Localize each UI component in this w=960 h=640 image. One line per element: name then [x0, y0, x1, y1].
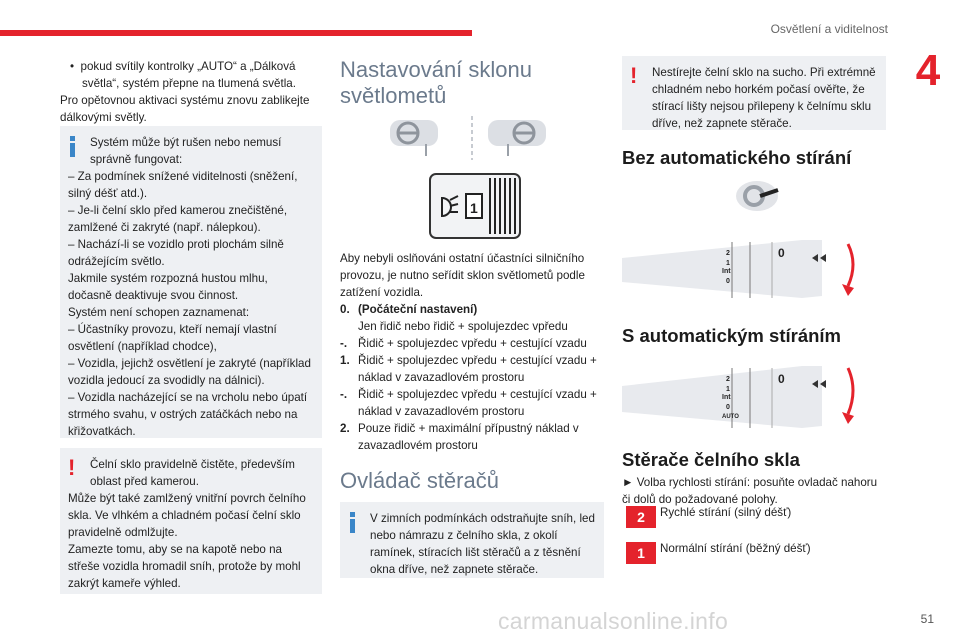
- fast-wipe-badge: 2: [626, 506, 656, 528]
- chapter-number: 4: [915, 46, 941, 95]
- wiper-stalk-no-auto: 2 1 Int 0 0: [622, 236, 868, 304]
- list-item: -. Řidič + spolujezdec vpředu + cestující vzadu: [340, 337, 587, 350]
- list-item: -. Řidič + spolujezdec vpředu + cestující vzadu + náklad v zavazadlovém prostoru: [340, 388, 597, 418]
- warning-box-dry-wipe: ! Nestírejte čelní sklo na sucho. Při extrémně chladném nebo horkém počasí ověřte, že stírací lišty nejsou přilepeny k čelnímu sklu dříve, než zapnete stěrače.: [622, 56, 886, 130]
- list-item: 2. Pouze řidič + maximální přípustný náklad v zavazadlovém prostoru: [340, 422, 579, 452]
- warning-icon: !: [630, 63, 638, 88]
- info-icon: [348, 512, 358, 533]
- normal-wipe-badge: 1: [626, 542, 656, 564]
- info-icon: [68, 136, 78, 157]
- left-intro: [60, 58, 322, 126]
- fast-wipe-label: Rychlé stírání (silný déšť): [660, 506, 792, 519]
- dial-position-label: 1: [470, 200, 478, 216]
- intro-bullet: • pokud svítily kontrolky „AUTO“ a „Dálková světla“, systém přepne na tlumená světla.: [70, 60, 296, 90]
- wiper-step: ► Volba rychlosti stírání: posuňte ovladač nahoru či dolů do požadované polohy.: [622, 476, 878, 506]
- top-accent-bar: [0, 30, 472, 36]
- page-number: 51: [920, 612, 934, 626]
- normal-wipe-label: Normální stírání (běžný déšť): [660, 542, 811, 555]
- heading-wiper-control: Ovládač stěračů: [340, 468, 499, 493]
- steering-wheel-icon: [732, 178, 782, 214]
- list-item: 0. (Počáteční nastavení) Jen řidič nebo řidič + spolujezdec vpředu: [340, 303, 568, 333]
- headlamp-section: [340, 250, 606, 454]
- wiper-stalk-auto: 2 1 Int 0 AUTO 0: [622, 360, 868, 436]
- heading-headlamp-adjust: Nastavování sklonu světlometů: [340, 57, 532, 108]
- page-header-title: Osvětlení a viditelnost: [770, 22, 888, 36]
- watermark: carmanualsonline.info: [498, 608, 729, 634]
- heading-auto-wipe: S automatickým stíráním: [622, 325, 841, 346]
- warning-icon: !: [68, 455, 76, 480]
- info-box-winter: V zimních podmínkách odstraňujte sníh, led nebo námrazu z čelního skla, z okolí ramínek, stíracích lišt stěračů a z těsnění okna dříve, než zapnete stěrače.: [340, 502, 604, 578]
- headlamp-steering-illustration: [390, 114, 550, 164]
- headlamp-paragraph: Aby nebyli oslňováni ostatní účastníci silničního provozu, je nutno seřídit sklon světlometů podle zatížení vozidla.: [340, 252, 585, 299]
- heading-windscreen-wipers: Stěrače čelního skla: [622, 449, 800, 470]
- headlamp-dial-illustration: [428, 172, 522, 240]
- info-box-system: Systém může být rušen nebo nemusí správně fungovat: – Za podmínek snížené viditelnosti (sněžení, silný déšť atd.). – Je-li čelní sklo před kamerou znečištěné, zamlžené či zakryté (např. nálepkou). – Nachází-li se vozidlo proti plochám silně odrážejícím světlo. Jakmile systém rozpozná hustou mlhu, dočasně deaktivuje svou činnost. Systém není schopen zaznamenat: – Účastníky provozu, kteří nemají vlastní osvětlení (například chodce), – Vozidla, jejichž osvětlení je zakryté (například vozidla jedoucí za svodidly na dálnici). – Vozidla nacházející se na vrcholu nebo úpatí strmého svahu, v ostrých zatáčkách nebo na křižovatkách.: [60, 126, 322, 438]
- warning-box-camera: ! Čelní sklo pravidelně čistěte, především oblast před kamerou. Může být také zamlžený vnitřní povrch čelního skla. Ve vlhkém a chladném počasí čelní sklo pravidelně odmlžujte. Zamezte tomu, aby se na kapotě nebo na střeše vozidla hromadil sníh, protože by mohl zakrýt kameře výhled.: [60, 448, 322, 594]
- intro-text: Pro opětovnou aktivaci systému znovu zablikejte dálkovými světly.: [60, 94, 310, 124]
- heading-no-auto-wipe: Bez automatického stírání: [622, 147, 852, 168]
- list-item: 1. Řidič + spolujezdec vpředu + cestující vzadu + náklad v zavazadlovém prostoru: [340, 354, 597, 384]
